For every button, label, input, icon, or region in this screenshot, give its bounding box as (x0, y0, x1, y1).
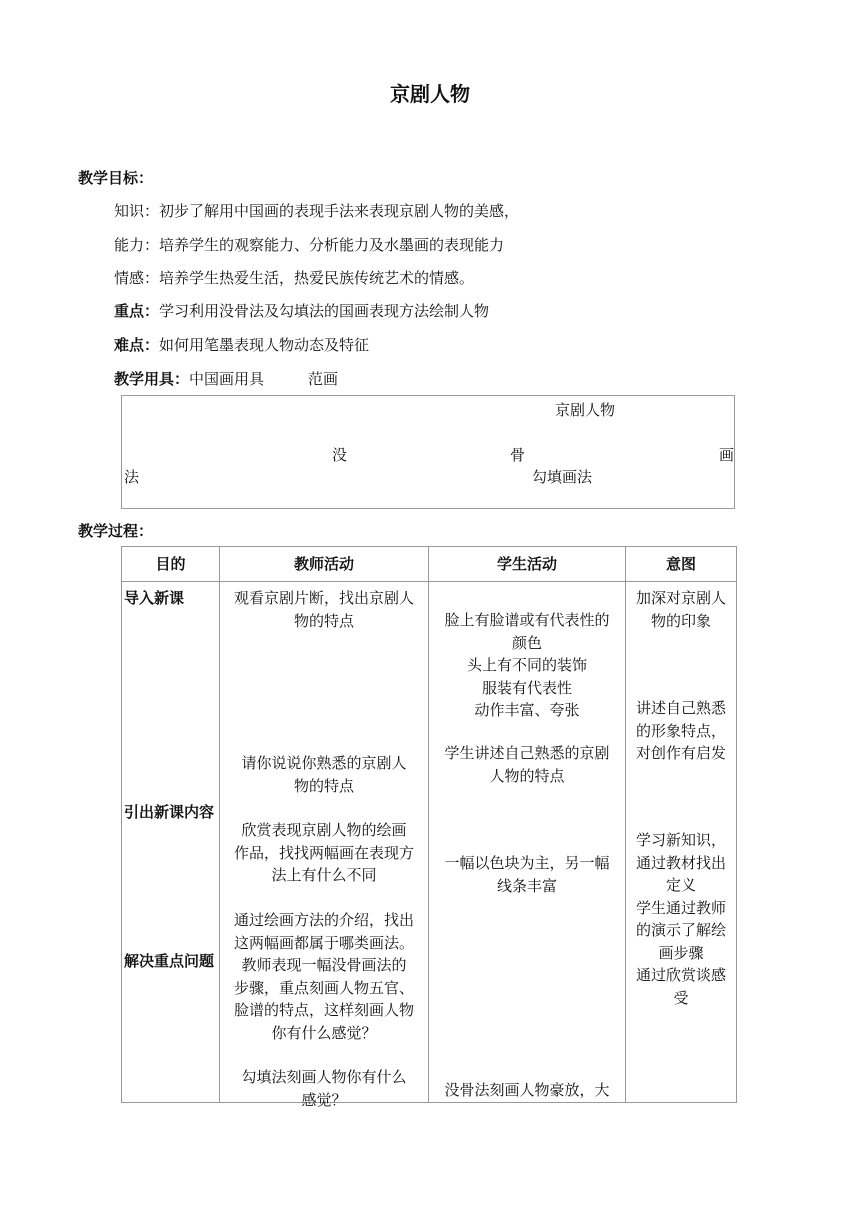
teacher-line: 欣赏表现京剧人物的绘画 (241, 821, 407, 839)
tools-label: 教学用具： (114, 370, 190, 388)
intent-line: 通过教材找出 (635, 853, 726, 872)
teacher-line: 你有什么感觉？ (271, 1023, 377, 1042)
student-line: 头上有不同的装饰 (466, 656, 587, 674)
student-cell (429, 582, 626, 1103)
header-student: 学生活动 (429, 547, 626, 582)
intent-line: 学习新知识， (635, 831, 726, 849)
stage-new-content: 引出新课内容 (124, 803, 215, 821)
board-title: 京剧人物 (555, 401, 616, 419)
teacher-block-3 (220, 819, 428, 887)
board-char-3: 画 (719, 446, 735, 464)
intent-block-3 (626, 829, 736, 1009)
student-block-1 (429, 609, 625, 722)
intent-line: 讲述自己熟悉 (635, 699, 726, 717)
header-intent: 意图 (626, 547, 737, 582)
intent-line: 物的印象 (650, 611, 711, 630)
intent-line: 的演示了解绘 (635, 921, 726, 939)
intent-line: 受 (673, 988, 689, 1007)
teacher-line: 步骤，重点刻画人物五官、 (233, 978, 414, 997)
intent-line: 加深对京剧人 (635, 589, 726, 607)
objective-knowledge: 知识：初步了解用中国画的表现手法来表现京剧人物的美感， (114, 202, 520, 220)
teacher-block-4 (220, 909, 428, 1044)
teacher-block-5 (220, 1066, 428, 1111)
key-point (114, 300, 489, 321)
board-char-1: 没 (332, 446, 348, 464)
tools-item-2: 范画 (308, 370, 339, 388)
board-char-2: 骨 (510, 446, 526, 464)
process-table (121, 546, 737, 1109)
page-title: 京剧人物 (390, 82, 470, 106)
stage-intro: 导入新课 (124, 589, 185, 607)
teacher-line: 观看京剧片断，找出京剧人 (233, 589, 414, 607)
intent-line: 通过欣赏谈感 (635, 966, 726, 984)
student-block-3 (429, 852, 625, 897)
teacher-line: 请你说说你熟悉的京剧人 (241, 754, 407, 772)
header-teacher: 教师活动 (220, 547, 429, 582)
tools-item-1: 中国画用具 (189, 370, 265, 388)
student-line: 一幅以色块为主，另一幅 (444, 854, 610, 872)
process-heading: 教学过程： (78, 522, 154, 540)
student-line: 学生讲述自己熟悉的京剧 (444, 744, 610, 762)
teacher-block-1 (220, 587, 428, 632)
difficulty-text: 如何用笔墨表现人物动态及特征 (159, 336, 370, 354)
teacher-line: 物的特点 (293, 611, 354, 630)
student-block-2 (429, 742, 625, 787)
objective-ability: 能力：培养学生的观察能力、分析能力及水墨画的表现能力 (114, 236, 505, 254)
intent-line: 定义 (665, 876, 696, 894)
student-line: 脸上有脸谱或有代表性的 (444, 611, 610, 629)
student-line: 没骨法刻画人物豪放，大 (444, 1081, 610, 1099)
key-point-label: 重点： (114, 302, 160, 320)
teacher-line: 勾填法刻画人物你有什么 (241, 1068, 407, 1086)
difficulty-label: 难点： (114, 336, 160, 354)
intent-block-2 (626, 697, 736, 765)
key-point-text: 学习利用没骨法及勾填法的国画表现方法绘制人物 (159, 302, 490, 320)
student-line: 线条丰富 (496, 876, 557, 895)
intent-line: 画步骤 (658, 943, 704, 962)
teacher-line: 作品，找找两幅画在表现方 (233, 843, 414, 862)
student-line: 人物的特点 (489, 766, 565, 785)
difficulty-point (114, 334, 369, 355)
header-purpose: 目的 (122, 547, 220, 582)
teacher-cell (220, 582, 429, 1109)
objectives-heading: 教学目标： (78, 169, 154, 187)
blackboard-design (121, 395, 735, 509)
teacher-line: 脸谱的特点，这样刻画人物 (233, 1001, 414, 1019)
teacher-line: 通过绘画方法的介绍，找出 (233, 911, 414, 929)
teacher-line: 教师表现一幅没骨画法的 (241, 956, 407, 974)
teacher-line: 感觉？ (301, 1090, 347, 1109)
student-line: 颜色 (511, 633, 542, 652)
student-line: 服装有代表性 (481, 678, 572, 697)
student-line: 动作丰富、夸张 (474, 701, 580, 719)
intent-line: 学生通过教师 (635, 898, 726, 917)
board-char-4: 法 (124, 468, 140, 486)
intent-line: 的形象特点， (635, 721, 726, 740)
stage-key-problem: 解决重点问题 (124, 952, 215, 970)
purpose-cell (122, 582, 220, 1103)
student-block-4 (429, 1079, 625, 1102)
objective-emotion: 情感：培养学生热爱生活，热爱民族传统艺术的情感。 (114, 269, 475, 287)
teacher-line: 物的特点 (293, 776, 354, 795)
teaching-tools (114, 368, 338, 389)
teacher-block-2 (220, 752, 428, 797)
intent-cell (626, 582, 737, 1103)
board-method-2: 勾填画法 (532, 468, 593, 486)
teacher-line: 这两幅画都属于哪类画法。 (233, 933, 414, 952)
intent-line: 对创作有启发 (635, 744, 726, 762)
intent-block-1 (626, 587, 736, 632)
teacher-line: 法上有什么不同 (271, 866, 377, 884)
